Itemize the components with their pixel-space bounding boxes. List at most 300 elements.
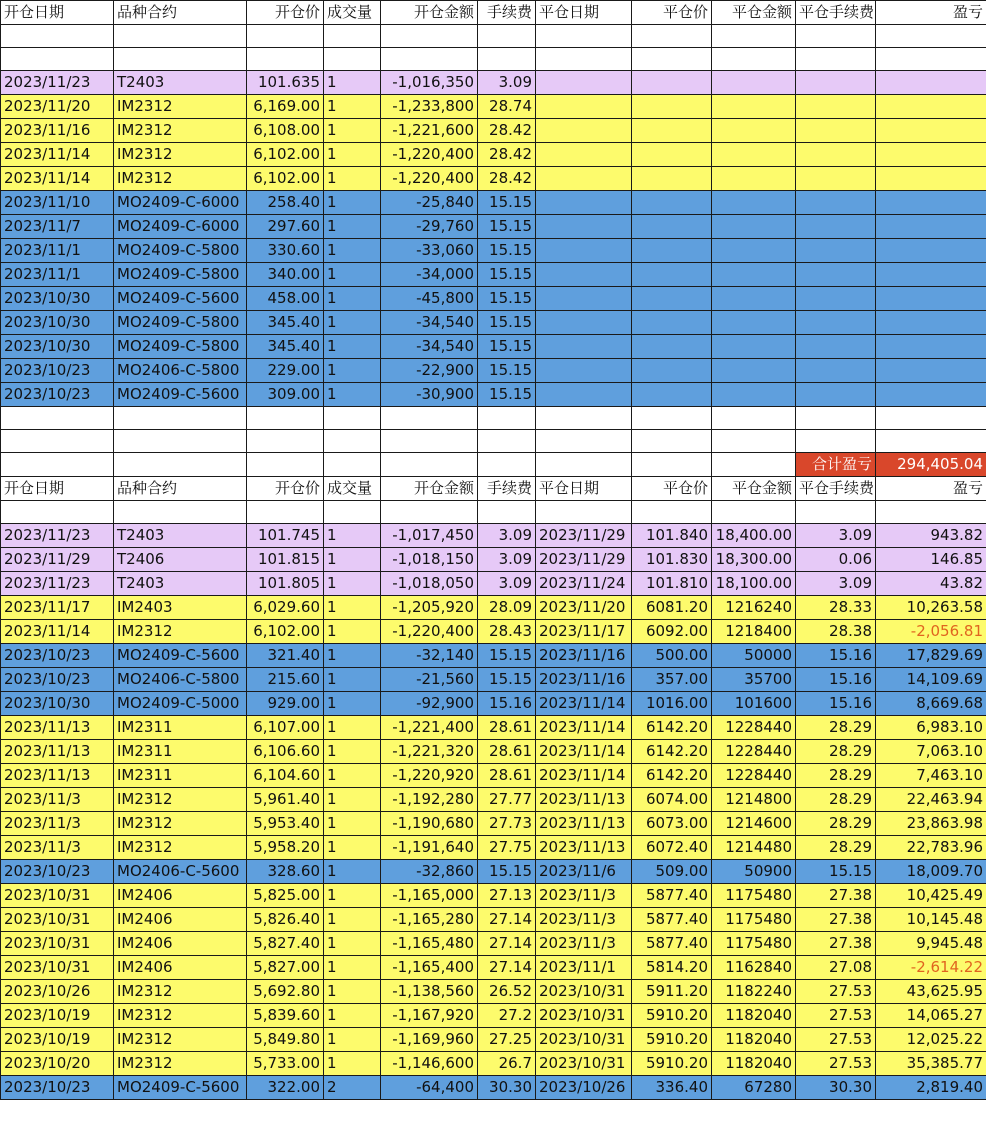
cell-close-amount[interactable] [712, 167, 796, 191]
cell-contract[interactable]: IM2406 [114, 932, 247, 956]
cell-contract[interactable]: MO2409-C-6000 [114, 191, 247, 215]
empty-cell[interactable] [478, 430, 536, 453]
cell-volume[interactable]: 1 [324, 908, 381, 932]
empty-cell[interactable] [324, 25, 381, 48]
cell-fee[interactable]: 3.09 [478, 548, 536, 572]
cell-close-fee[interactable]: 15.16 [796, 692, 876, 716]
cell-open-price[interactable]: 5,961.40 [247, 788, 324, 812]
cell-volume[interactable]: 1 [324, 524, 381, 548]
cell-close-price[interactable]: 101.830 [632, 548, 712, 572]
cell-close-fee[interactable] [796, 167, 876, 191]
empty-cell[interactable] [114, 501, 247, 524]
cell-contract[interactable]: IM2406 [114, 884, 247, 908]
cell-open-date[interactable]: 2023/11/20 [1, 95, 114, 119]
cell-volume[interactable]: 1 [324, 596, 381, 620]
cell-open-amount[interactable]: -1,018,050 [381, 572, 478, 596]
cell-pnl[interactable] [876, 263, 986, 287]
empty-cell[interactable] [324, 407, 381, 430]
cell-contract[interactable]: IM2312 [114, 836, 247, 860]
empty-cell[interactable] [1, 501, 114, 524]
cell-close-amount[interactable] [712, 215, 796, 239]
cell-close-date[interactable]: 2023/11/3 [536, 884, 632, 908]
cell-contract[interactable]: T2406 [114, 548, 247, 572]
cell-fee[interactable]: 15.15 [478, 215, 536, 239]
cell-close-price[interactable]: 5877.40 [632, 884, 712, 908]
cell-volume[interactable]: 1 [324, 620, 381, 644]
cell-open-amount[interactable]: -34,540 [381, 335, 478, 359]
cell-close-date[interactable]: 2023/11/14 [536, 692, 632, 716]
cell-close-fee[interactable]: 28.29 [796, 788, 876, 812]
cell-close-amount[interactable]: 67280 [712, 1076, 796, 1100]
cell-open-date[interactable]: 2023/11/13 [1, 716, 114, 740]
cell-fee[interactable]: 15.16 [478, 692, 536, 716]
empty-cell[interactable] [876, 25, 986, 48]
cell-fee[interactable]: 15.15 [478, 263, 536, 287]
cell-open-amount[interactable]: -1,138,560 [381, 980, 478, 1004]
cell-pnl[interactable]: 10,263.58 [876, 596, 986, 620]
cell-close-amount[interactable] [712, 335, 796, 359]
cell-contract[interactable]: IM2311 [114, 764, 247, 788]
cell-contract[interactable]: IM2312 [114, 1028, 247, 1052]
cell-fee[interactable]: 15.15 [478, 239, 536, 263]
cell-open-price[interactable]: 929.00 [247, 692, 324, 716]
cell-pnl[interactable]: 14,065.27 [876, 1004, 986, 1028]
cell-volume[interactable]: 1 [324, 980, 381, 1004]
header-close-amount[interactable]: 平仓金额 [712, 477, 796, 501]
cell-open-amount[interactable]: -1,146,600 [381, 1052, 478, 1076]
cell-close-price[interactable]: 5910.20 [632, 1052, 712, 1076]
cell-volume[interactable]: 2 [324, 1076, 381, 1100]
empty-cell[interactable] [712, 407, 796, 430]
cell-pnl[interactable]: -2,056.81 [876, 620, 986, 644]
header-open-date[interactable]: 开仓日期 [1, 1, 114, 25]
empty-cell[interactable] [478, 501, 536, 524]
cell-volume[interactable]: 1 [324, 548, 381, 572]
cell-pnl[interactable] [876, 191, 986, 215]
empty-cell[interactable] [796, 25, 876, 48]
cell-open-date[interactable]: 2023/10/23 [1, 1076, 114, 1100]
cell-open-date[interactable]: 2023/10/31 [1, 932, 114, 956]
empty-cell[interactable] [632, 430, 712, 453]
cell-fee[interactable]: 28.61 [478, 764, 536, 788]
cell-contract[interactable]: IM2312 [114, 167, 247, 191]
cell-volume[interactable]: 1 [324, 956, 381, 980]
cell-close-date[interactable]: 2023/11/14 [536, 764, 632, 788]
cell-open-date[interactable]: 2023/10/23 [1, 644, 114, 668]
cell-open-date[interactable]: 2023/11/13 [1, 764, 114, 788]
cell-volume[interactable]: 1 [324, 359, 381, 383]
cell-fee[interactable]: 15.15 [478, 383, 536, 407]
cell-close-date[interactable]: 2023/11/16 [536, 668, 632, 692]
cell-close-amount[interactable] [712, 119, 796, 143]
cell-close-price[interactable] [632, 191, 712, 215]
cell-fee[interactable]: 15.15 [478, 335, 536, 359]
empty-cell[interactable] [876, 407, 986, 430]
empty-cell[interactable] [381, 407, 478, 430]
cell-close-date[interactable]: 2023/11/1 [536, 956, 632, 980]
header-volume[interactable]: 成交量 [324, 1, 381, 25]
empty-cell[interactable] [796, 501, 876, 524]
cell-open-price[interactable]: 5,826.40 [247, 908, 324, 932]
empty-cell[interactable] [114, 407, 247, 430]
cell-open-date[interactable]: 2023/10/23 [1, 668, 114, 692]
cell-pnl[interactable] [876, 71, 986, 95]
cell-open-price[interactable]: 5,958.20 [247, 836, 324, 860]
cell-open-amount[interactable]: -1,017,450 [381, 524, 478, 548]
empty-cell[interactable] [114, 48, 247, 71]
cell-close-price[interactable]: 5877.40 [632, 932, 712, 956]
cell-fee[interactable]: 15.15 [478, 287, 536, 311]
cell-fee[interactable]: 28.43 [478, 620, 536, 644]
cell-close-fee[interactable]: 27.53 [796, 980, 876, 1004]
empty-cell[interactable] [381, 430, 478, 453]
cell-close-price[interactable]: 6092.00 [632, 620, 712, 644]
cell-open-amount[interactable]: -1,016,350 [381, 71, 478, 95]
cell-close-fee[interactable] [796, 143, 876, 167]
cell-close-date[interactable]: 2023/11/24 [536, 572, 632, 596]
cell-contract[interactable]: IM2406 [114, 908, 247, 932]
cell-fee[interactable]: 28.61 [478, 740, 536, 764]
cell-open-amount[interactable]: -1,220,400 [381, 167, 478, 191]
cell-contract[interactable]: IM2312 [114, 620, 247, 644]
cell-fee[interactable]: 15.15 [478, 644, 536, 668]
cell-close-price[interactable] [632, 383, 712, 407]
cell-open-price[interactable]: 101.635 [247, 71, 324, 95]
cell-open-amount[interactable]: -64,400 [381, 1076, 478, 1100]
header-close-amount[interactable]: 平仓金额 [712, 1, 796, 25]
cell-pnl[interactable]: 12,025.22 [876, 1028, 986, 1052]
cell-close-date[interactable] [536, 143, 632, 167]
cell-close-amount[interactable] [712, 359, 796, 383]
cell-open-price[interactable]: 6,169.00 [247, 95, 324, 119]
empty-cell[interactable] [114, 25, 247, 48]
cell-close-date[interactable] [536, 239, 632, 263]
cell-close-date[interactable] [536, 119, 632, 143]
cell-contract[interactable]: MO2409-C-5600 [114, 644, 247, 668]
empty-cell[interactable] [247, 48, 324, 71]
empty-cell[interactable] [247, 407, 324, 430]
cell-fee[interactable]: 28.42 [478, 167, 536, 191]
header-open-amount[interactable]: 开仓金额 [381, 1, 478, 25]
cell-contract[interactable]: IM2312 [114, 143, 247, 167]
empty-cell[interactable] [796, 430, 876, 453]
empty-cell[interactable] [324, 501, 381, 524]
cell-contract[interactable]: T2403 [114, 524, 247, 548]
cell-contract[interactable]: MO2409-C-5600 [114, 287, 247, 311]
cell-close-fee[interactable]: 30.30 [796, 1076, 876, 1100]
cell-close-fee[interactable]: 28.29 [796, 740, 876, 764]
cell-close-amount[interactable]: 1214480 [712, 836, 796, 860]
cell-close-fee[interactable]: 15.16 [796, 668, 876, 692]
cell-pnl[interactable]: 43.82 [876, 572, 986, 596]
cell-close-fee[interactable] [796, 95, 876, 119]
cell-open-price[interactable]: 229.00 [247, 359, 324, 383]
cell-contract[interactable]: IM2311 [114, 716, 247, 740]
cell-volume[interactable]: 1 [324, 740, 381, 764]
cell-pnl[interactable] [876, 215, 986, 239]
empty-cell[interactable] [876, 501, 986, 524]
cell-pnl[interactable]: 7,463.10 [876, 764, 986, 788]
cell-contract[interactable]: MO2409-C-5800 [114, 263, 247, 287]
cell-close-amount[interactable]: 1175480 [712, 932, 796, 956]
cell-open-amount[interactable]: -34,000 [381, 263, 478, 287]
cell-volume[interactable]: 1 [324, 1004, 381, 1028]
cell-close-amount[interactable]: 1214600 [712, 812, 796, 836]
cell-open-price[interactable]: 215.60 [247, 668, 324, 692]
cell-open-date[interactable]: 2023/11/16 [1, 119, 114, 143]
cell-close-fee[interactable] [796, 263, 876, 287]
cell-open-date[interactable]: 2023/10/20 [1, 1052, 114, 1076]
cell-open-amount[interactable]: -1,018,150 [381, 548, 478, 572]
empty-cell[interactable] [712, 430, 796, 453]
empty-cell[interactable] [478, 453, 536, 477]
header-close-price[interactable]: 平仓价 [632, 1, 712, 25]
empty-cell[interactable] [247, 430, 324, 453]
cell-close-date[interactable]: 2023/11/17 [536, 620, 632, 644]
cell-close-amount[interactable] [712, 383, 796, 407]
cell-fee[interactable]: 27.2 [478, 1004, 536, 1028]
cell-open-date[interactable]: 2023/11/14 [1, 143, 114, 167]
cell-contract[interactable]: IM2312 [114, 1004, 247, 1028]
header-close-fee[interactable]: 平仓手续费 [796, 1, 876, 25]
cell-close-price[interactable]: 336.40 [632, 1076, 712, 1100]
cell-open-price[interactable]: 5,827.00 [247, 956, 324, 980]
cell-volume[interactable]: 1 [324, 95, 381, 119]
header-fee[interactable]: 手续费 [478, 477, 536, 501]
cell-fee[interactable]: 30.30 [478, 1076, 536, 1100]
empty-cell[interactable] [536, 407, 632, 430]
cell-close-price[interactable]: 6142.20 [632, 764, 712, 788]
cell-close-amount[interactable]: 50000 [712, 644, 796, 668]
cell-volume[interactable]: 1 [324, 167, 381, 191]
cell-volume[interactable]: 1 [324, 71, 381, 95]
cell-close-date[interactable]: 2023/11/3 [536, 908, 632, 932]
cell-open-amount[interactable]: -30,900 [381, 383, 478, 407]
cell-close-fee[interactable] [796, 287, 876, 311]
empty-cell[interactable] [796, 48, 876, 71]
empty-cell[interactable] [324, 430, 381, 453]
cell-open-price[interactable]: 6,107.00 [247, 716, 324, 740]
cell-open-amount[interactable]: -1,165,280 [381, 908, 478, 932]
cell-pnl[interactable]: 146.85 [876, 548, 986, 572]
cell-open-price[interactable]: 5,692.80 [247, 980, 324, 1004]
cell-close-date[interactable] [536, 191, 632, 215]
cell-close-date[interactable]: 2023/11/20 [536, 596, 632, 620]
cell-close-price[interactable] [632, 239, 712, 263]
cell-pnl[interactable]: 943.82 [876, 524, 986, 548]
cell-pnl[interactable]: 6,983.10 [876, 716, 986, 740]
cell-close-amount[interactable]: 1175480 [712, 884, 796, 908]
cell-open-price[interactable]: 5,733.00 [247, 1052, 324, 1076]
cell-close-fee[interactable]: 27.38 [796, 884, 876, 908]
cell-close-fee[interactable] [796, 191, 876, 215]
cell-open-price[interactable]: 6,104.60 [247, 764, 324, 788]
cell-pnl[interactable] [876, 143, 986, 167]
cell-close-fee[interactable]: 27.53 [796, 1028, 876, 1052]
cell-close-fee[interactable]: 27.08 [796, 956, 876, 980]
cell-open-amount[interactable]: -1,169,960 [381, 1028, 478, 1052]
cell-close-date[interactable]: 2023/11/3 [536, 932, 632, 956]
cell-close-fee[interactable]: 27.53 [796, 1052, 876, 1076]
header-open-price[interactable]: 开仓价 [247, 477, 324, 501]
cell-contract[interactable]: MO2406-C-5800 [114, 668, 247, 692]
header-contract[interactable]: 品种合约 [114, 477, 247, 501]
cell-close-date[interactable] [536, 359, 632, 383]
cell-close-price[interactable] [632, 215, 712, 239]
cell-close-fee[interactable]: 28.38 [796, 620, 876, 644]
cell-close-date[interactable] [536, 383, 632, 407]
cell-open-amount[interactable]: -22,900 [381, 359, 478, 383]
cell-close-date[interactable]: 2023/10/31 [536, 980, 632, 1004]
cell-close-price[interactable] [632, 143, 712, 167]
cell-pnl[interactable] [876, 383, 986, 407]
empty-cell[interactable] [381, 48, 478, 71]
cell-close-price[interactable]: 5910.20 [632, 1004, 712, 1028]
cell-open-amount[interactable]: -1,165,480 [381, 932, 478, 956]
cell-close-date[interactable]: 2023/11/14 [536, 716, 632, 740]
cell-close-price[interactable]: 6073.00 [632, 812, 712, 836]
cell-open-amount[interactable]: -34,540 [381, 311, 478, 335]
cell-pnl[interactable]: 35,385.77 [876, 1052, 986, 1076]
cell-open-date[interactable]: 2023/11/10 [1, 191, 114, 215]
cell-contract[interactable]: IM2312 [114, 95, 247, 119]
cell-volume[interactable]: 1 [324, 668, 381, 692]
cell-open-date[interactable]: 2023/11/3 [1, 836, 114, 860]
cell-close-fee[interactable] [796, 71, 876, 95]
cell-fee[interactable]: 27.25 [478, 1028, 536, 1052]
cell-open-price[interactable]: 6,029.60 [247, 596, 324, 620]
cell-volume[interactable]: 1 [324, 788, 381, 812]
cell-close-price[interactable]: 6072.40 [632, 836, 712, 860]
cell-close-price[interactable] [632, 71, 712, 95]
cell-volume[interactable]: 1 [324, 572, 381, 596]
cell-close-price[interactable] [632, 167, 712, 191]
cell-open-date[interactable]: 2023/10/30 [1, 287, 114, 311]
cell-open-date[interactable]: 2023/10/31 [1, 908, 114, 932]
cell-contract[interactable]: IM2312 [114, 1052, 247, 1076]
cell-contract[interactable]: MO2409-C-5800 [114, 311, 247, 335]
cell-close-price[interactable]: 5910.20 [632, 1028, 712, 1052]
cell-open-date[interactable]: 2023/10/19 [1, 1004, 114, 1028]
empty-cell[interactable] [1, 48, 114, 71]
cell-volume[interactable]: 1 [324, 215, 381, 239]
cell-contract[interactable]: IM2312 [114, 119, 247, 143]
cell-volume[interactable]: 1 [324, 335, 381, 359]
cell-close-price[interactable]: 6081.20 [632, 596, 712, 620]
cell-contract[interactable]: IM2403 [114, 596, 247, 620]
cell-open-price[interactable]: 6,102.00 [247, 167, 324, 191]
cell-pnl[interactable] [876, 311, 986, 335]
cell-close-amount[interactable] [712, 311, 796, 335]
cell-pnl[interactable]: 8,669.68 [876, 692, 986, 716]
cell-contract[interactable]: MO2406-C-5800 [114, 359, 247, 383]
cell-open-price[interactable]: 309.00 [247, 383, 324, 407]
header-volume[interactable]: 成交量 [324, 477, 381, 501]
cell-close-date[interactable]: 2023/10/31 [536, 1052, 632, 1076]
cell-close-date[interactable] [536, 215, 632, 239]
cell-close-amount[interactable]: 1182040 [712, 1052, 796, 1076]
header-fee[interactable]: 手续费 [478, 1, 536, 25]
cell-close-fee[interactable]: 28.29 [796, 716, 876, 740]
cell-close-date[interactable] [536, 335, 632, 359]
cell-open-price[interactable]: 330.60 [247, 239, 324, 263]
cell-close-price[interactable]: 5911.20 [632, 980, 712, 1004]
cell-volume[interactable]: 1 [324, 692, 381, 716]
empty-cell[interactable] [536, 501, 632, 524]
empty-cell[interactable] [796, 407, 876, 430]
cell-fee[interactable]: 3.09 [478, 524, 536, 548]
empty-cell[interactable] [247, 453, 324, 477]
empty-cell[interactable] [712, 48, 796, 71]
cell-close-price[interactable]: 5877.40 [632, 908, 712, 932]
cell-close-fee[interactable]: 3.09 [796, 524, 876, 548]
cell-volume[interactable]: 1 [324, 263, 381, 287]
cell-close-price[interactable]: 101.840 [632, 524, 712, 548]
empty-cell[interactable] [632, 501, 712, 524]
cell-open-price[interactable]: 5,839.60 [247, 1004, 324, 1028]
cell-open-amount[interactable]: -33,060 [381, 239, 478, 263]
cell-contract[interactable]: T2403 [114, 71, 247, 95]
cell-fee[interactable]: 26.52 [478, 980, 536, 1004]
header-open-price[interactable]: 开仓价 [247, 1, 324, 25]
cell-open-amount[interactable]: -1,205,920 [381, 596, 478, 620]
cell-fee[interactable]: 15.15 [478, 860, 536, 884]
cell-close-amount[interactable]: 1182240 [712, 980, 796, 1004]
empty-cell[interactable] [478, 25, 536, 48]
cell-close-price[interactable]: 1016.00 [632, 692, 712, 716]
cell-close-date[interactable] [536, 167, 632, 191]
cell-fee[interactable]: 15.15 [478, 311, 536, 335]
cell-close-price[interactable]: 101.810 [632, 572, 712, 596]
cell-open-date[interactable]: 2023/11/23 [1, 71, 114, 95]
cell-close-amount[interactable]: 1175480 [712, 908, 796, 932]
empty-cell[interactable] [381, 501, 478, 524]
cell-pnl[interactable] [876, 335, 986, 359]
cell-close-amount[interactable] [712, 71, 796, 95]
empty-cell[interactable] [114, 453, 247, 477]
cell-open-date[interactable]: 2023/11/17 [1, 596, 114, 620]
cell-close-fee[interactable]: 28.33 [796, 596, 876, 620]
cell-close-date[interactable]: 2023/11/13 [536, 788, 632, 812]
cell-fee[interactable]: 27.77 [478, 788, 536, 812]
cell-close-date[interactable] [536, 287, 632, 311]
cell-open-amount[interactable]: -45,800 [381, 287, 478, 311]
cell-close-amount[interactable] [712, 239, 796, 263]
cell-open-date[interactable]: 2023/10/30 [1, 335, 114, 359]
cell-fee[interactable]: 28.09 [478, 596, 536, 620]
cell-volume[interactable]: 1 [324, 1028, 381, 1052]
header-close-date[interactable]: 平仓日期 [536, 1, 632, 25]
cell-volume[interactable]: 1 [324, 716, 381, 740]
empty-cell[interactable] [632, 48, 712, 71]
cell-close-price[interactable]: 6142.20 [632, 716, 712, 740]
cell-close-fee[interactable]: 27.38 [796, 908, 876, 932]
cell-fee[interactable]: 3.09 [478, 572, 536, 596]
cell-close-price[interactable] [632, 263, 712, 287]
cell-close-amount[interactable] [712, 95, 796, 119]
empty-cell[interactable] [712, 25, 796, 48]
empty-cell[interactable] [1, 453, 114, 477]
cell-close-price[interactable] [632, 311, 712, 335]
cell-close-fee[interactable] [796, 311, 876, 335]
empty-cell[interactable] [632, 407, 712, 430]
cell-close-amount[interactable]: 18,100.00 [712, 572, 796, 596]
cell-contract[interactable]: IM2311 [114, 740, 247, 764]
cell-close-date[interactable]: 2023/11/13 [536, 812, 632, 836]
cell-contract[interactable]: MO2409-C-5000 [114, 692, 247, 716]
cell-volume[interactable]: 1 [324, 287, 381, 311]
cell-close-fee[interactable]: 27.53 [796, 1004, 876, 1028]
